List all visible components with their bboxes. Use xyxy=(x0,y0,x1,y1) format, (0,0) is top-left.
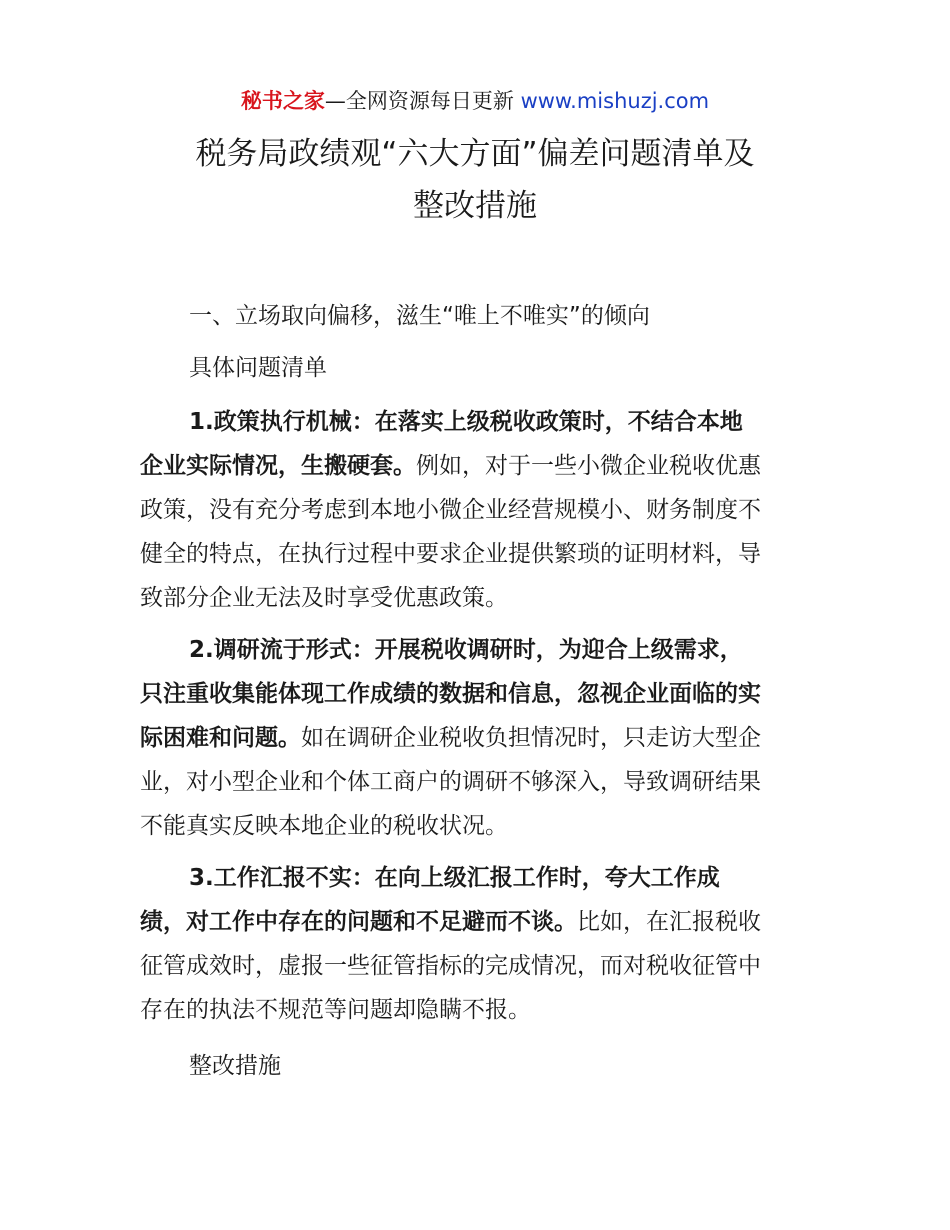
paragraph-line xyxy=(140,532,812,576)
normal-text: 政策，没有充分考虑到本地小微企业经营规模小、财务制度不 xyxy=(140,497,761,523)
paragraph-line xyxy=(140,444,812,488)
bold-text: 只注重收集能体现工作成绩的数据和信息，忽视企业面临的实 xyxy=(140,681,761,707)
normal-text: 致部分企业无法及时享受优惠政策。 xyxy=(140,585,508,611)
document-body xyxy=(140,290,812,1092)
normal-text: 健全的特点，在执行过程中要求企业提供繁琐的证明材料，导 xyxy=(140,541,761,567)
paragraph-line xyxy=(140,856,812,900)
paragraph-line xyxy=(140,576,812,620)
normal-text: 业，对小型企业和个体工商户的调研不够深入，导致调研结果 xyxy=(140,769,761,795)
document-title-line-1: 税务局政绩观“六大方面”偏差问题清单及 xyxy=(195,136,755,172)
document-title-line-2: 整改措施 xyxy=(413,188,537,224)
bold-text: 绩，对工作中存在的问题和不足避而不谈。 xyxy=(140,909,577,935)
problem-item-2 xyxy=(140,628,812,848)
paragraph-line xyxy=(140,944,812,988)
problem-list-subheading: 具体问题清单 xyxy=(189,355,327,381)
paragraph-line xyxy=(140,672,812,716)
document-title xyxy=(140,128,810,232)
bold-text: 企业实际情况，生搬硬套。 xyxy=(140,453,416,479)
problem-item-3 xyxy=(140,856,812,1032)
normal-text: 征管成效时，虚报一些征管指标的完成情况，而对税收征管中 xyxy=(140,953,761,979)
section-heading: 一、立场取向偏移，滋生“唯上不唯实”的倾向 xyxy=(189,303,650,329)
paragraph-line xyxy=(140,988,812,1032)
bold-text: 2.调研流于形式：开展税收调研时，为迎合上级需求， xyxy=(189,637,743,663)
paragraph-line xyxy=(140,760,812,804)
site-url-link[interactable]: www.mishuzj.com xyxy=(520,89,710,113)
paragraph-line xyxy=(140,716,812,760)
problem-item-1 xyxy=(140,400,812,620)
paragraph-line xyxy=(140,488,812,532)
bold-text: 际困难和问题。 xyxy=(140,725,301,751)
paragraph-line xyxy=(140,900,812,944)
watermark-header xyxy=(0,86,950,116)
normal-text: 不能真实反映本地企业的税收状况。 xyxy=(140,813,508,839)
normal-text: 比如，在汇报税收 xyxy=(577,909,761,935)
paragraph-line xyxy=(140,628,812,672)
bold-text: 1.政策执行机械：在落实上级税收政策时，不结合本地 xyxy=(189,409,743,435)
rectification-heading: 整改措施 xyxy=(189,1053,281,1079)
paragraph-line xyxy=(140,804,812,848)
bold-text: 3.工作汇报不实：在向上级汇报工作时，夸大工作成 xyxy=(189,865,720,891)
normal-text: 如在调研企业税收负担情况时，只走访大型企 xyxy=(301,725,761,751)
brand-name: 秘书之家 xyxy=(240,89,325,113)
header-slogan: —全网资源每日更新 xyxy=(324,89,514,113)
paragraph-line xyxy=(140,400,812,444)
normal-text: 存在的执法不规范等问题却隐瞒不报。 xyxy=(140,997,531,1023)
normal-text: 例如，对于一些小微企业税收优惠 xyxy=(416,453,761,479)
